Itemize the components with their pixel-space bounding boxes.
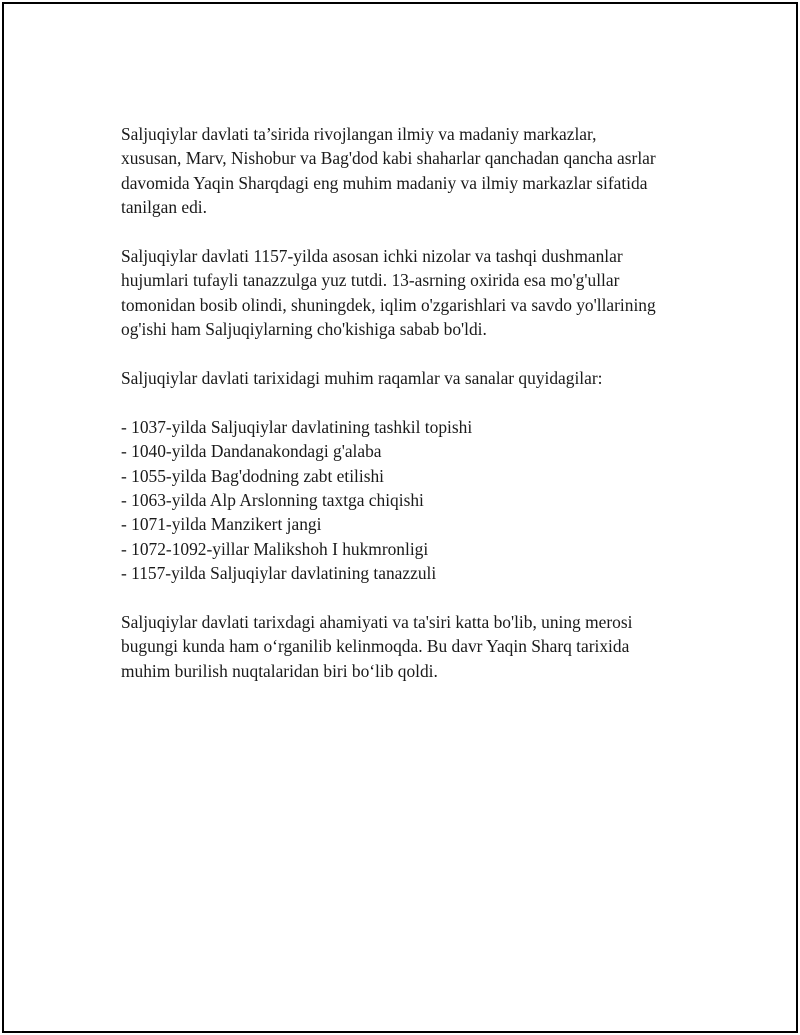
paragraph-3 <box>121 366 721 390</box>
paragraph-2-line: tomonidan bosib olindi, shuningdek, iqlim o'zgarishlari va savdo yo'llarining <box>121 294 656 315</box>
paragraph-2 <box>121 244 721 342</box>
document-body <box>121 122 721 708</box>
paragraph-1-line: tanilgan edi. <box>121 197 207 218</box>
timeline-list <box>121 415 721 586</box>
list-item: - 1072-1092-yillar Malikshoh I hukmronligi <box>121 538 429 559</box>
paragraph-3-line: Saljuqiylar davlati tarixidagi muhim raqamlar va sanalar quyidagilar: <box>121 368 603 389</box>
paragraph-1-line: Saljuqiylar davlati ta’sirida rivojlangan ilmiy va madaniy markazlar, <box>121 124 597 144</box>
paragraph-1 <box>121 122 721 220</box>
list-item: - 1071-yilda Manzikert jangi <box>121 514 322 535</box>
paragraph-4-line: Saljuqiylar davlati tarixdagi ahamiyati va ta'siri katta bo'lib, uning merosi <box>121 612 633 633</box>
list-item: - 1063-yilda Alp Arslonning taxtga chiqishi <box>121 490 424 511</box>
list-item: - 1040-yilda Dandanakondagi g'alaba <box>121 441 382 462</box>
paragraph-1-line: davomida Yaqin Sharqdagi eng muhim madaniy va ilmiy markazlar sifatida <box>121 172 648 193</box>
list-item: - 1157-yilda Saljuqiylar davlatining tanazzuli <box>121 563 437 584</box>
list-item: - 1037-yilda Saljuqiylar davlatining tashkil topishi <box>121 416 473 437</box>
paragraph-2-line: hujumlari tufayli tanazzulga yuz tutdi. 13-asrning oxirida esa mo'g'ullar <box>121 270 620 291</box>
paragraph-2-line: Saljuqiylar davlati 1157-yilda asosan ichki nizolar va tashqi dushmanlar <box>121 246 623 267</box>
list-item: - 1055-yilda Bag'dodning zabt etilishi <box>121 465 384 486</box>
paragraph-2-line: og'ishi ham Saljuqiylarning cho'kishiga sabab bo'ldi. <box>121 319 487 340</box>
paragraph-1-line: xususan, Marv, Nishobur va Bag'dod kabi shaharlar qanchadan qancha asrlar <box>121 148 656 169</box>
paragraph-4-line: muhim burilish nuqtalaridan biri bo‘lib qoldi. <box>121 660 438 681</box>
paragraph-4-line: bugungi kunda ham o‘rganilib kelinmoqda. Bu davr Yaqin Sharq tarixida <box>121 636 630 657</box>
document-page <box>2 2 798 1033</box>
paragraph-4 <box>121 610 721 683</box>
